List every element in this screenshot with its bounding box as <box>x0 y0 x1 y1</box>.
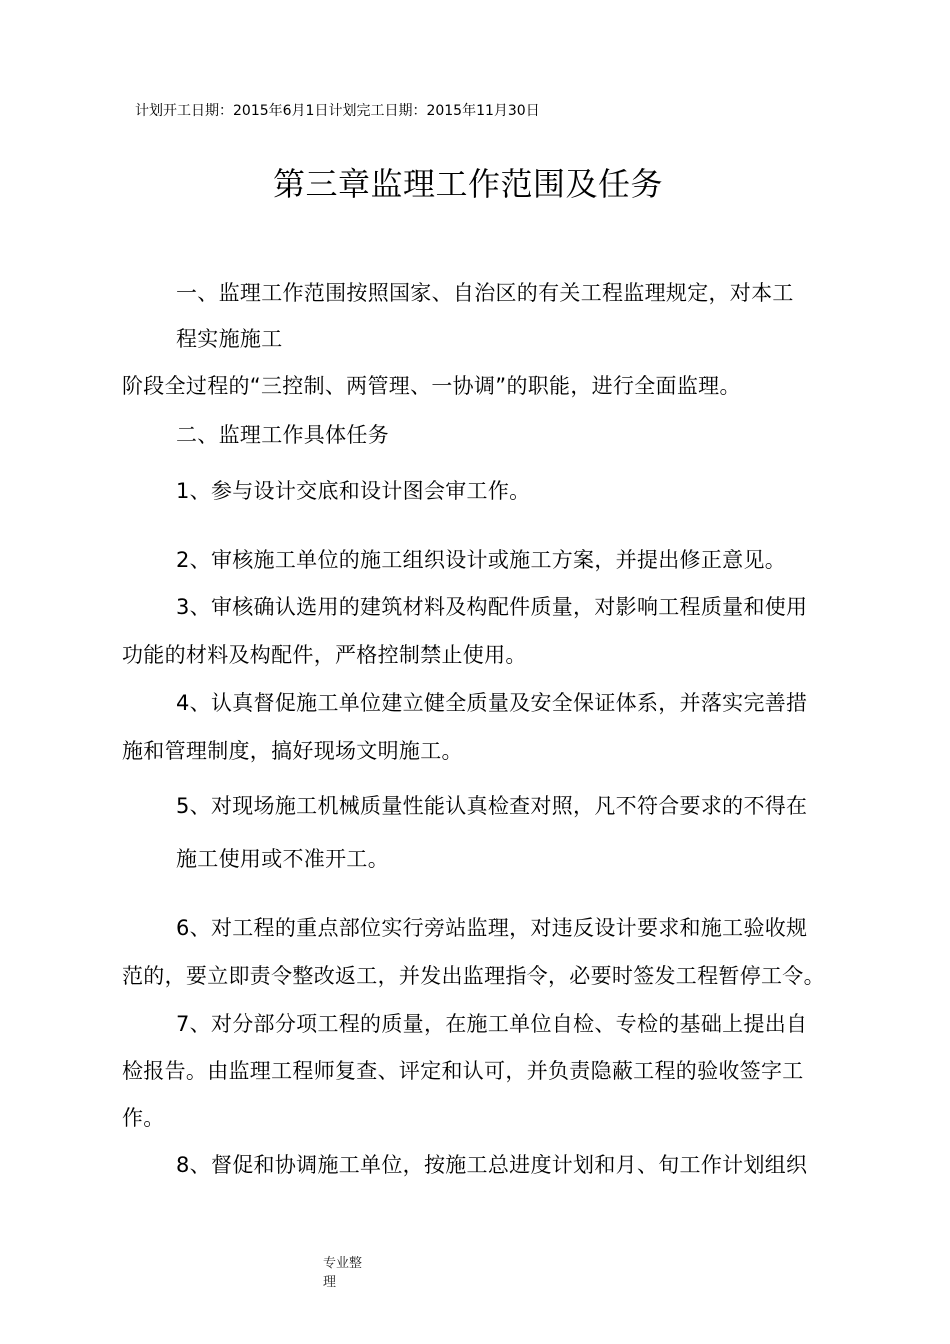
paragraph-line: 一、监理工作范围按照国家、自治区的有关工程监理规定，对本工 <box>176 281 794 305</box>
task-item-continuation: 功能的材料及构配件，严格控制禁止使用。 <box>122 643 527 667</box>
task-item-continuation: 施工使用或不准开工。 <box>176 847 389 871</box>
task-item: 4、认真督促施工单位建立健全质量及安全保证体系，并落实完善措 <box>176 691 808 715</box>
task-item: 7、对分部分项工程的质量，在施工单位自检、专检的基础上提出自 <box>176 1012 808 1036</box>
footer-note: 专业整 <box>323 1256 363 1271</box>
footer-note: 理 <box>323 1275 337 1290</box>
task-item-continuation: 检报告。由监理工程师复查、评定和认可，并负责隐蔽工程的验收签字工 <box>122 1059 804 1083</box>
task-item: 6、对工程的重点部位实行旁站监理，对违反设计要求和施工验收规 <box>176 916 808 940</box>
task-item: 8、督促和协调施工单位，按施工总进度计划和月、旬工作计划组织 <box>176 1153 808 1177</box>
task-item-continuation: 范的，要立即责令整改返工，并发出监理指令，必要时签发工程暂停工令。 <box>122 964 825 988</box>
task-item: 5、对现场施工机械质量性能认真检查对照，凡不符合要求的不得在 <box>176 794 808 818</box>
chapter-title: 第三章监理工作范围及任务 <box>273 165 664 203</box>
paragraph-line: 程实施施工 <box>176 327 283 351</box>
task-item-continuation: 施和管理制度，搞好现场文明施工。 <box>122 739 463 763</box>
paragraph-line: 阶段全过程的“三控制、两管理、一协调”的职能，进行全面监理。 <box>122 374 741 398</box>
task-item: 3、审核确认选用的建筑材料及构配件质量，对影响工程质量和使用 <box>176 595 808 619</box>
planned-dates: 计划开工日期：2015年6月1日计划完工日期：2015年11月30日 <box>135 103 540 119</box>
task-item-continuation: 作。 <box>122 1106 165 1130</box>
task-item: 1、参与设计交底和设计图会审工作。 <box>176 479 531 503</box>
section-heading: 二、监理工作具体任务 <box>176 423 389 447</box>
task-item: 2、审核施工单位的施工组织设计或施工方案，并提出修正意见。 <box>176 548 787 572</box>
